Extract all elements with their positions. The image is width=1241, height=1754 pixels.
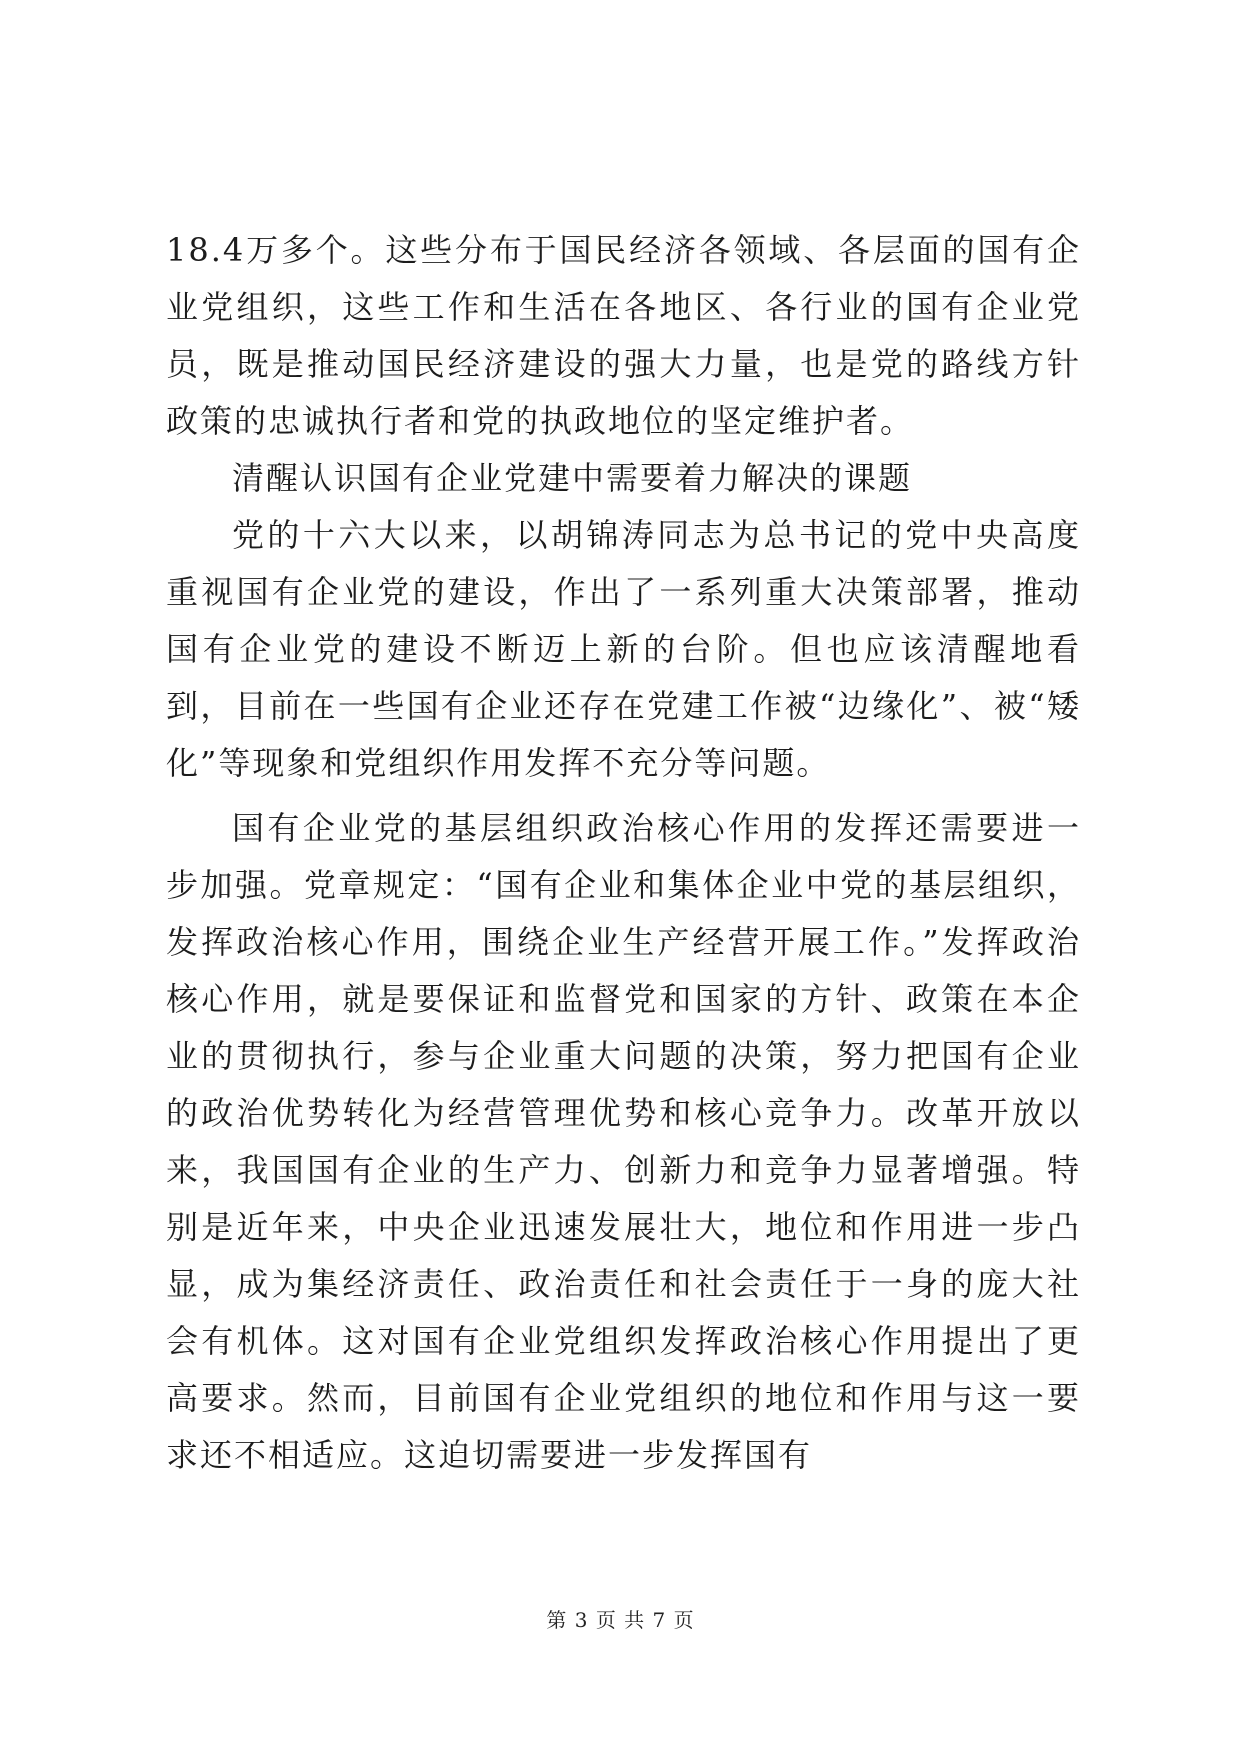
section-heading: 清醒认识国有企业党建中需要着力解决的课题 — [232, 459, 913, 497]
document-body — [166, 222, 1081, 1484]
page-footer: 第 3 页 共 7 页 — [546, 1608, 695, 1632]
paragraph-political-core: 国有企业党的基层组织政治核心作用的发挥还需要进一步加强。党章规定：“国有企业和集体企业中党的基层组织，发挥政治核心作用，围绕企业生产经营开展工作。”发挥政治核心作用，就是要保证和监督党和国家的方针、政策在本企业的贯彻执行，参与企业重大问题的决策，努力把国有企业的政治优势转化为经营管理优势和核心竞争力。改革开放以来，我国国有企业的生产力、创新力和竞争力显著增强。特别是近年来，中央企业迅速发展壮大，地位和作用进一步凸显，成为集经济责任、政治责任和社会责任于一身的庞大社会有机体。这对国有企业党组织发挥政治核心作用提出了更高要求。然而，目前国有企业党组织的地位和作用与这一要求还不相适应。这迫切需要进一步发挥国有 — [166, 809, 1081, 1474]
paragraph-continuation: 18.4万多个。这些分布于国民经济各领域、各层面的国有企业党组织，这些工作和生活在各地区、各行业的国有企业党员，既是推动国民经济建设的强大力量，也是党的路线方针政策的忠诚执行者和党的执政地位的坚定维护者。 — [166, 231, 1081, 440]
paragraph-party-building: 党的十六大以来，以胡锦涛同志为总书记的党中央高度重视国有企业党的建设，作出了一系列重大决策部署，推动国有企业党的建设不断迈上新的台阶。但也应该清醒地看到，目前在一些国有企业还存在党建工作被“边缘化”、被“矮化”等现象和党组织作用发挥不充分等问题。 — [166, 516, 1081, 782]
